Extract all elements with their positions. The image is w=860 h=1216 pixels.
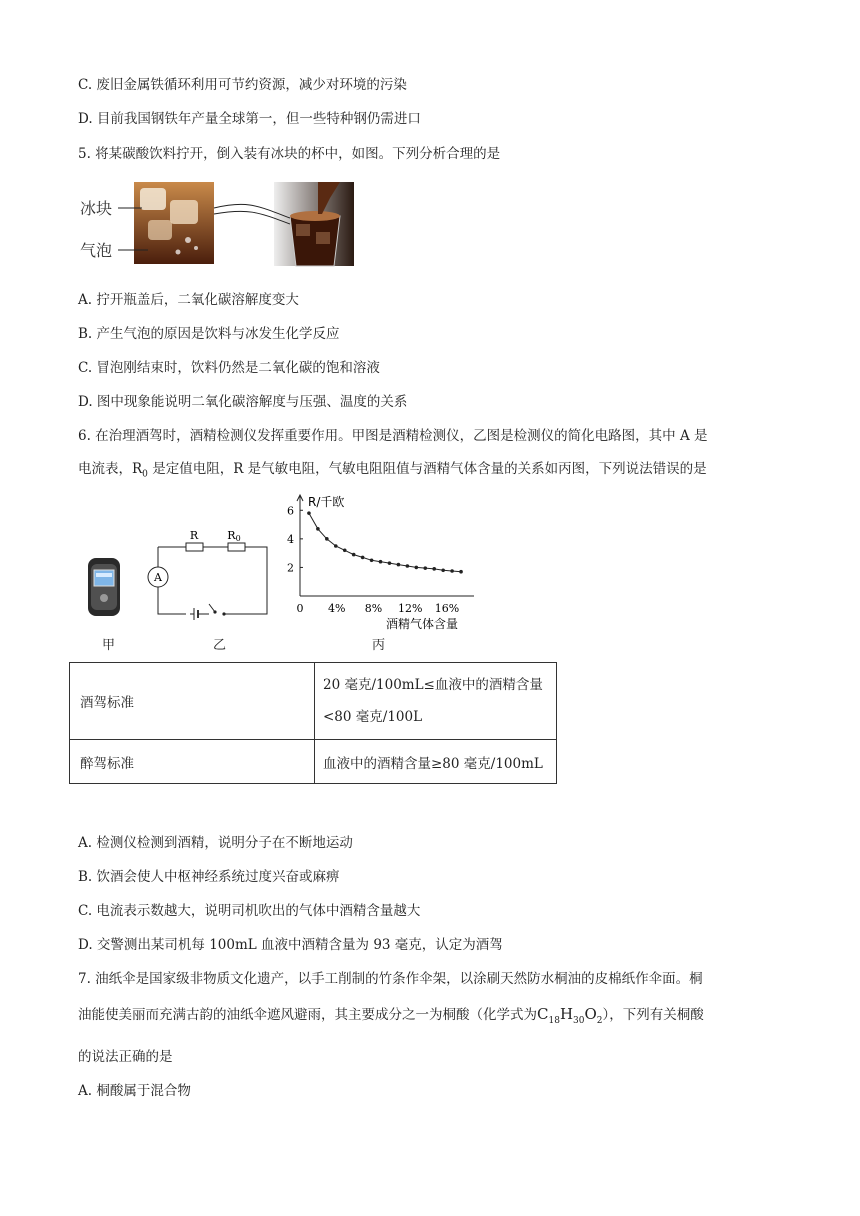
row-value: 20 毫克/100mL≤血液中的酒精含量 <80 毫克/100L <box>315 663 557 740</box>
q4-option-c: C. 废旧金属铁循环利用可节约资源，减少对环境的污染 <box>78 77 407 93</box>
chart-data-point <box>406 564 410 568</box>
table-row <box>70 663 557 740</box>
q5-photo <box>78 178 358 270</box>
chart-data-point <box>388 561 392 565</box>
chart-data-point <box>343 548 347 552</box>
svg-text:A: A <box>154 571 162 584</box>
label-r0: R0 <box>227 529 241 543</box>
chart-series-line <box>309 513 461 572</box>
chart-data-point <box>423 566 427 570</box>
chart-x-tick-label: 8% <box>364 602 383 615</box>
chart-data-point <box>450 569 454 573</box>
caption-yi: 乙 <box>213 638 227 653</box>
chart-data-point <box>352 553 356 557</box>
chart-y-tick-label: 4 <box>287 532 294 546</box>
chart-data-point <box>397 563 401 567</box>
table-row <box>70 740 557 784</box>
q5-option-d: D. 图中现象能说明二氧化碳溶解度与压强、温度的关系 <box>78 394 408 410</box>
q5-stem: 5. 将某碳酸饮料拧开，倒入装有冰块的杯中，如图。下列分析合理的是 <box>78 146 501 162</box>
q5-option-b: B. 产生气泡的原因是饮料与冰发生化学反应 <box>78 326 340 342</box>
chart-data-point <box>379 560 383 564</box>
resistor-r0 <box>228 543 245 551</box>
q7-option-a: A. 桐酸属于混合物 <box>78 1083 191 1099</box>
q6-option-a: A. 检测仪检测到酒精，说明分子在不断地运动 <box>78 835 353 851</box>
chart-y-tick-label: 6 <box>287 504 294 518</box>
caption-bing: 丙 <box>372 638 386 653</box>
chart-data-point <box>325 537 329 541</box>
q7-stem-line2: 油能使美丽而充满古韵的油纸伞遮风避雨，其主要成分之一为桐酸（化学式为$C_{18}H_{30}O_2$），下列有关桐酸 <box>78 1005 704 1026</box>
resistor-r <box>186 543 203 551</box>
chart-data-point <box>307 511 311 515</box>
row-label: 酒驾标准 <box>70 663 315 740</box>
chart-xlabel: 酒精气体含量 <box>385 617 459 631</box>
chart-x-tick-label: 4% <box>328 602 346 615</box>
label-ice: 冰块 <box>80 199 113 218</box>
chart-data-point <box>334 544 338 548</box>
chart-y-tick-label: 2 <box>287 561 294 575</box>
switch <box>222 612 225 615</box>
chart-data-point <box>432 567 436 571</box>
caption-jia: 甲 <box>102 638 116 653</box>
drunk-driving-standards-table <box>69 662 557 784</box>
chart-data-point <box>415 566 419 570</box>
label-r: R <box>189 529 199 542</box>
q4-option-d: D. 目前我国钢铁年产量全球第一，但一些特种钢仍需进口 <box>78 111 421 127</box>
q6-stem-line1: 6. 在治理酒驾时，酒精检测仪发挥重要作用。甲图是酒精检测仪，乙图是检测仪的简化电路图，其中 A 是 <box>78 428 708 444</box>
tung-acid-formula: $C_{18}H_{30}O_2$ <box>537 1005 603 1026</box>
chart-x-tick-label: 0 <box>296 602 304 615</box>
chart-ylabel: R/千欧 <box>308 495 345 509</box>
q7-stem-line1: 7. 油纸伞是国家级非物质文化遗产，以手工削制的竹条作伞架，以涂刷天然防水桐油的皮棉纸作伞面。桐 <box>78 971 703 987</box>
chart-data-point <box>459 570 463 574</box>
q5-option-a: A. 拧开瓶盖后，二氧化碳溶解度变大 <box>78 292 299 308</box>
q5-option-c: C. 冒泡刚结束时，饮料仍然是二氧化碳的饱和溶液 <box>78 360 380 376</box>
resistance-chart <box>280 490 480 635</box>
q7-stem-line3: 的说法正确的是 <box>78 1049 173 1065</box>
q6-option-d: D. 交警测出某司机每 100mL 血液中酒精含量为 93 毫克，认定为酒驾 <box>78 937 503 953</box>
row-label: 醉驾标准 <box>70 740 315 784</box>
row-value: 血液中的酒精含量≥80 毫克/100mL <box>315 740 557 784</box>
chart-x-tick-label: 12% <box>398 602 423 615</box>
chart-data-point <box>316 527 320 531</box>
q6-option-b: B. 饮酒会使人中枢神经系统过度兴奋或麻痹 <box>78 869 340 885</box>
label-bubble: 气泡 <box>80 241 113 260</box>
circuit-diagram <box>146 524 272 620</box>
chart-data-point <box>441 568 445 572</box>
q6-option-c: C. 电流表示数越大，说明司机吹出的气体中酒精含量越大 <box>78 903 421 919</box>
chart-x-tick-label: 16% <box>434 602 460 615</box>
chart-data-point <box>370 558 374 562</box>
breathalyzer-device <box>82 556 126 620</box>
q6-stem-line2: 电流表，$R_0$ 是定值电阻，R 是气敏电阻，气敏电阻阻值与酒精气体含量的关系如丙图，下列说法错误的是 <box>78 461 707 480</box>
chart-data-point <box>361 556 365 560</box>
